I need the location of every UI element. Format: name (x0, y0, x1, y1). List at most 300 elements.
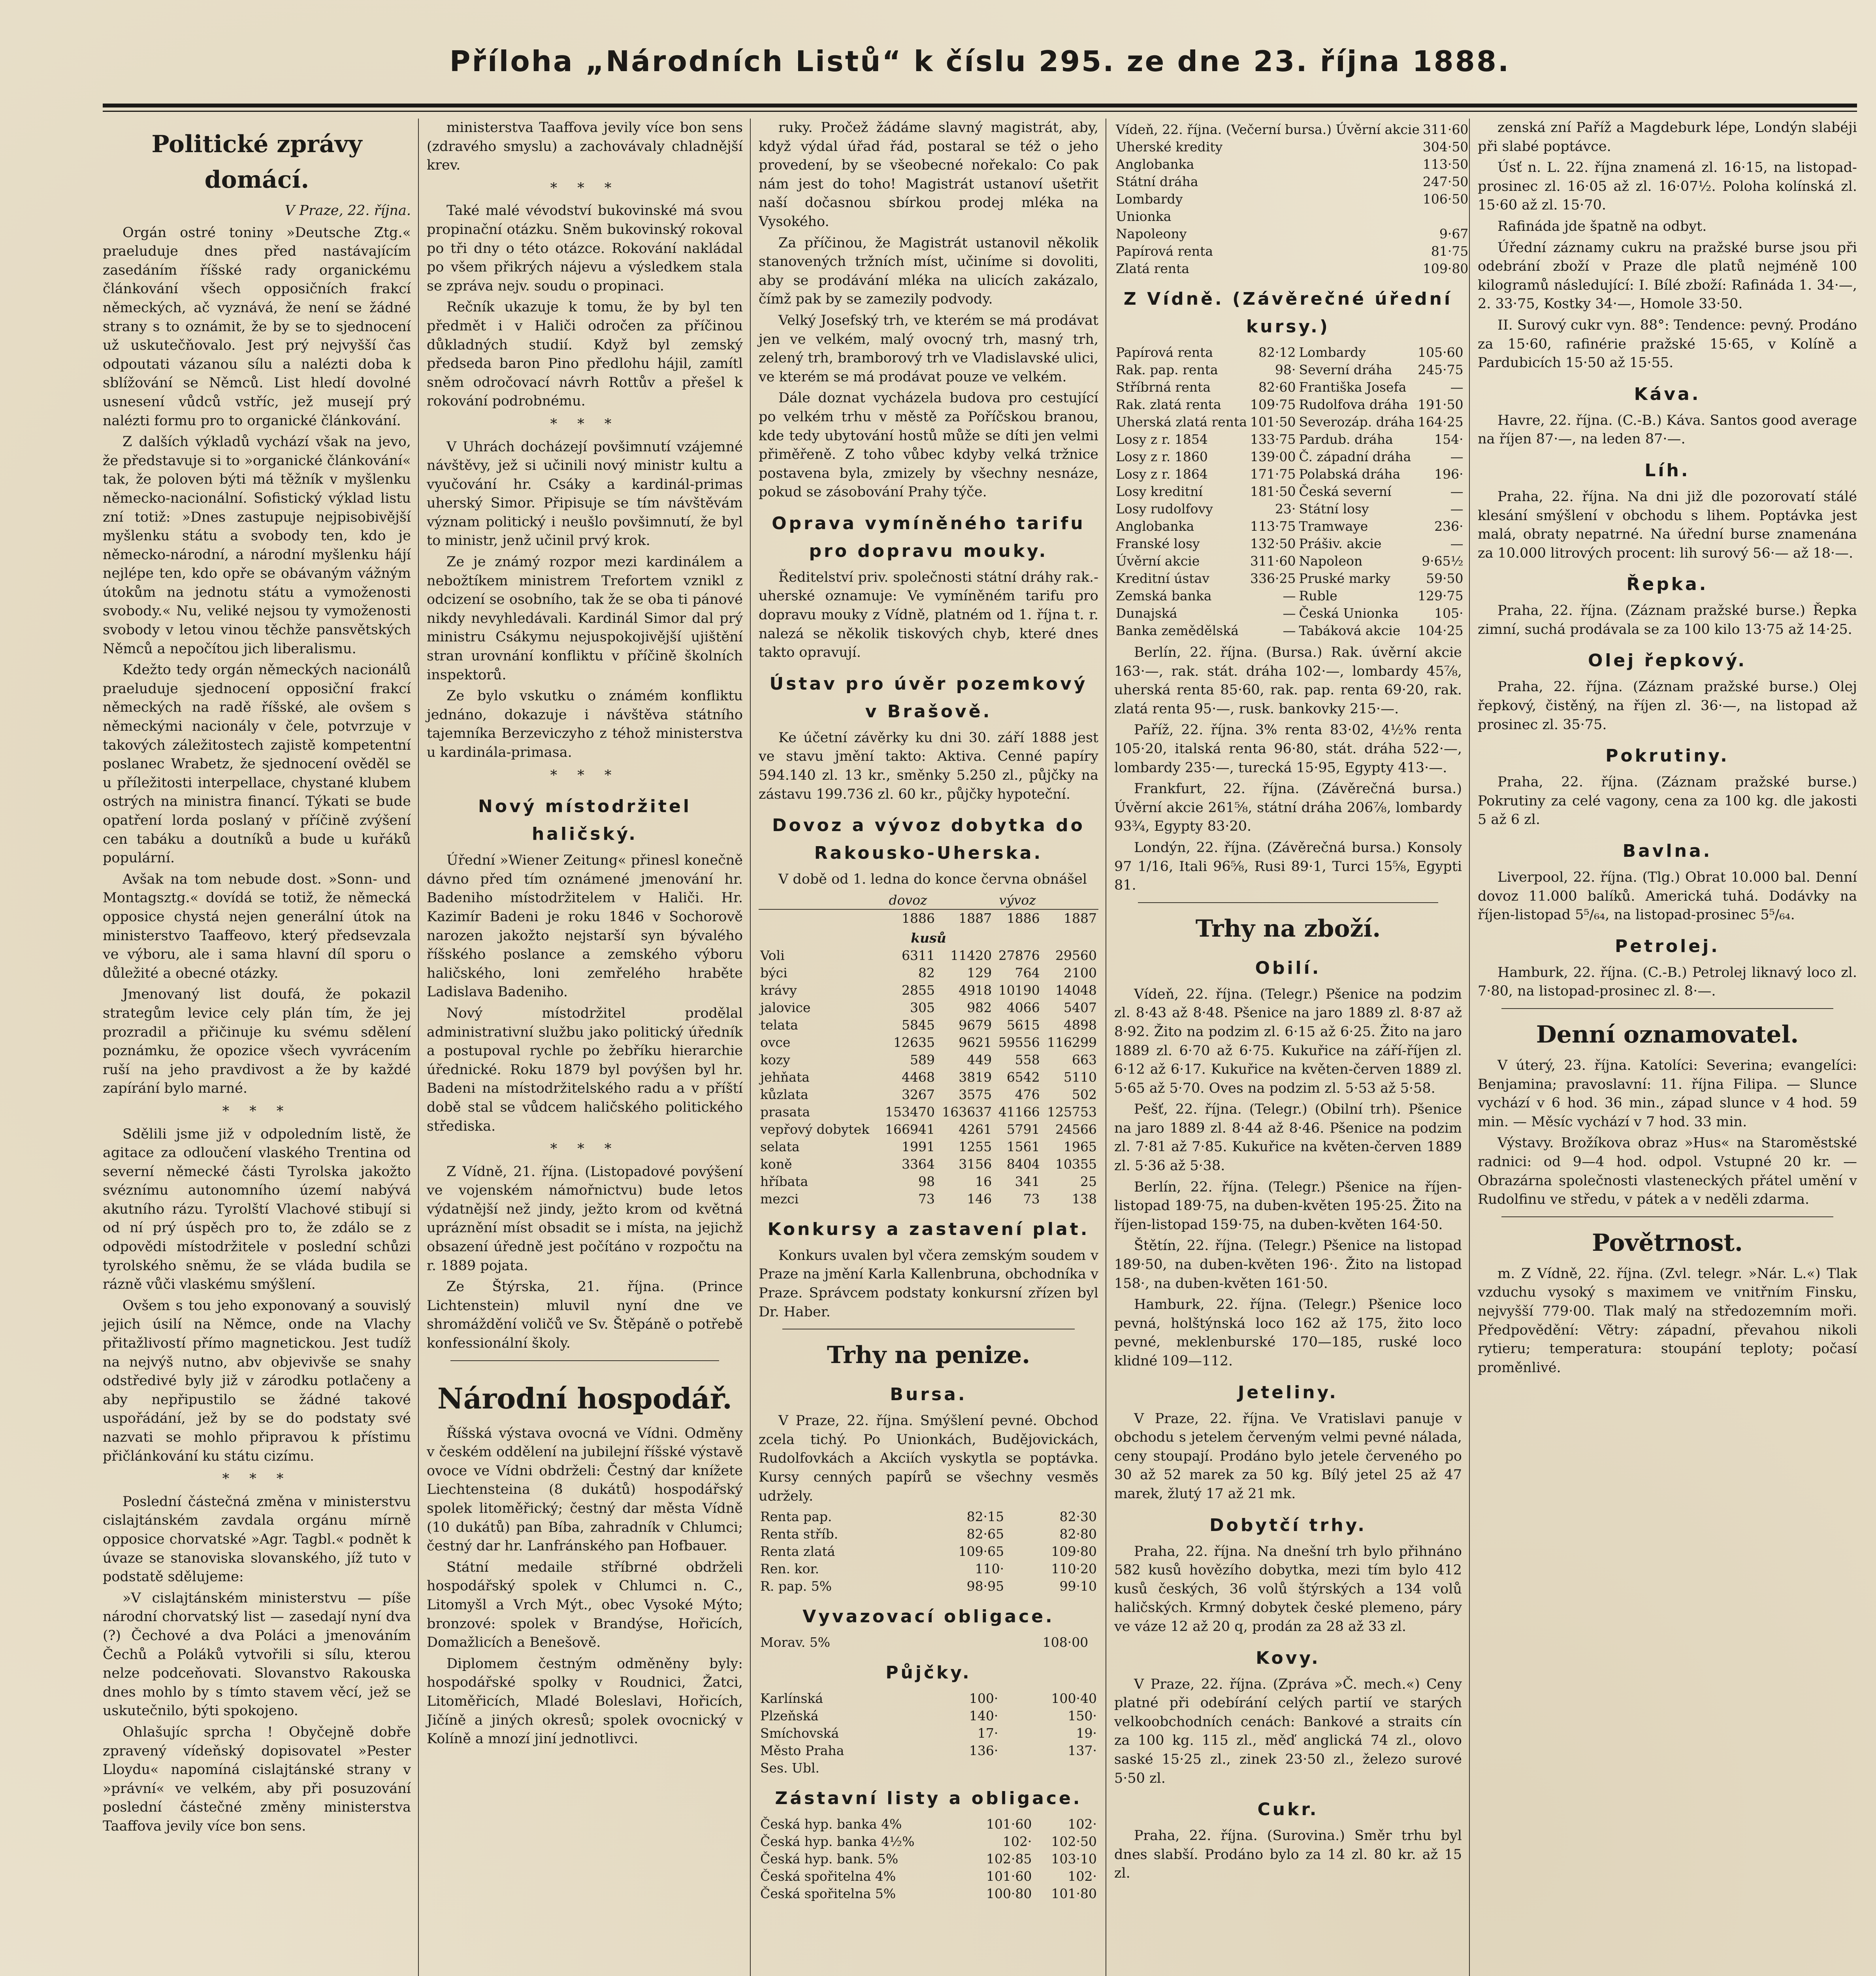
table-row (759, 1034, 1098, 1051)
table-cell: 196· (1434, 466, 1464, 482)
table-row (1114, 260, 1473, 277)
table-cell: Anglobanka (1116, 519, 1194, 534)
table-row (1114, 570, 1465, 587)
article-paragraph: Za příčinou, že Magistrát ustanovil několik stanovených tržních míst, učiníme si dovoliti, aby se prodávání mléka na ulicích zakázalo, čímž pak by se zamezily podvody. (759, 235, 1098, 307)
separator-stars: * * * (222, 1103, 292, 1119)
section-title-kava: Káva. (1634, 384, 1701, 404)
table-row (1114, 344, 1465, 361)
article-paragraph: Berlín, 22. října. (Bursa.) Rak. úvěrní akcie 163·—, rak. stát. dráha 102·—, lombardy 45⅞, uherská renta 85·60, rak. pap. renta 69·20, rak. zlatá renta 95·—, rusk. bankovky 215·—. (1114, 645, 1462, 717)
table-cell: 109·75 (1250, 397, 1296, 412)
table-dovoz-vyvoz (759, 892, 1098, 1208)
table-cell: 140· (969, 1708, 998, 1724)
table-cell: 10355 (1055, 1156, 1097, 1172)
table-cell: 764 (1015, 965, 1040, 980)
table-row (759, 1850, 1098, 1868)
table-cell: 1255 (959, 1139, 992, 1154)
table-cell: 181·50 (1250, 484, 1296, 499)
table-cell: koně (760, 1156, 792, 1172)
table-row (759, 1634, 1098, 1651)
table-cell: 129·75 (1418, 588, 1464, 603)
column-divider (750, 119, 751, 1976)
table-cell: Rudolfova dráha (1299, 397, 1408, 412)
table-cell: Státní dráha (1116, 174, 1198, 189)
table-row (759, 1086, 1098, 1103)
article-paragraph: Praha, 22. října. (Záznam pražské burse.) Olej řepkový, čistěný, na říjen zl. 36·—, na listopad až prosinec zl. 35·75. (1478, 679, 1857, 733)
table-cell: 100·40 (1051, 1691, 1097, 1706)
table-cell: 8404 (1006, 1156, 1040, 1172)
table-row (1114, 121, 1473, 138)
article-paragraph: Ovšem s tou jeho exponovaný a souvislý jejich úsilí na Němce, onde na Vlachy přitažlivostí přímo magnetickou. Jest tudíž na nejvýš nutno, abv objevivše se snahy odstředivé byly již v zárodku potlačeny a aby nepřipustilo se žádné takové uspořádání, jež by se do podstaty své nazvati se mohlo připravou k přístimu přičlánkování ku státu cizímu. (103, 1297, 411, 1464)
table-cell: Zemská banka (1116, 588, 1212, 603)
section-title-denni-oznamovatel: Denní oznamovatel. (1536, 1021, 1799, 1048)
table-cell: Losy rudolfovy (1116, 501, 1213, 517)
article-paragraph: Avšak na tom nebude dost. »Sonn- und Montagsztg.« dovídá se totiž, že německá opposice chystá nejen generální útok na ministerstvo Taaffeovo, který předsevzala ve výboru, ale i sama hlavní díl sporu o důležité a obecné otázky. (103, 871, 411, 981)
table-cell: Franské losy (1116, 536, 1200, 551)
table-row (1114, 466, 1465, 483)
article-paragraph: ruky. Pročež žádáme slavný magistrát, aby, když výdal úřad řád, postaral se též o jeho provedení, by se všeobecné nořekalo: Co pak nám jest do toho! Magistrát ustanoví ušetřit naší dočasnou sbírkou prodej mléka na Vysokého. (759, 120, 1098, 230)
table-cell: Papírová renta (1116, 345, 1213, 360)
table-cell: Ruble (1299, 588, 1337, 603)
table-cell: 3267 (902, 1086, 935, 1102)
table-cell: — (1450, 484, 1464, 499)
table-cell: 163637 (942, 1104, 992, 1120)
table-cell: 9679 (959, 1017, 992, 1033)
article-paragraph: Pešť, 22. října. (Telegr.) (Obilní trh). Pšenice na jaro 1889 zl. 8·44 až 8·46. Pšenice na podzim zl. 7·81 až 7·85. Kukuřice na květen-červen 1889 zl. 5·36 až 5·38. (1114, 1101, 1462, 1174)
section-title-pujcky: Půjčky. (885, 1663, 972, 1683)
table-cell: Anglobanka (1116, 156, 1194, 172)
table-row (759, 1173, 1098, 1190)
article-paragraph: Výstavy. Brožíkova obraz »Hus« na Staroměstské radnici: od 9—4 hod. odpol. Vstupné 20 kr. — Obrazárna společnosti vlasteneckých přátel umění v Rudolfinu ve středu, v pátek a v neděli zdarma. (1478, 1135, 1857, 1208)
article-paragraph: Frankfurt, 22. října. (Závěrečná bursa.) Úvěrní akcie 261⅝, státní dráha 206⅞, lombardy 93¾, Egypty 83·20. (1114, 781, 1462, 835)
table-cell: krávy (760, 982, 797, 998)
table-cell: 6542 (1006, 1069, 1040, 1085)
table-cell: 589 (910, 1052, 935, 1067)
table-cell: 136· (969, 1743, 998, 1759)
table-cell: Voli (760, 947, 785, 963)
table-cell: Uherské kredity (1116, 139, 1223, 155)
table-cell: 982 (967, 999, 992, 1015)
table-row (759, 1690, 1098, 1707)
table-cell: Renta zlatá (760, 1544, 835, 1559)
table-cell: — (1450, 501, 1464, 517)
table-header-cell (936, 892, 993, 909)
table-row (1114, 483, 1465, 500)
table-cell: Česká spořitelna 4% (760, 1869, 896, 1884)
table-cell: 9621 (959, 1034, 992, 1050)
table-cell: 129 (967, 965, 992, 980)
table-cell: ovce (760, 1034, 791, 1050)
table-cell: 4468 (902, 1069, 935, 1085)
column-divider (1469, 119, 1470, 1976)
table-cell: 105· (1434, 605, 1464, 621)
table-cell: 113·75 (1250, 519, 1296, 534)
table-row (1114, 243, 1473, 260)
table-row (759, 1525, 1098, 1543)
section-title-zaverecne-kursy: Z Vídně. (Závěrečné úřední kursy.) (1123, 289, 1453, 337)
table-cell: 101·50 (1250, 414, 1296, 430)
table-cell: Ren. kor. (760, 1561, 819, 1577)
table-cell: 6311 (902, 947, 935, 963)
table-header-cell (759, 892, 880, 909)
table-cell: 14048 (1055, 982, 1097, 998)
table-cell: 5845 (902, 1017, 935, 1033)
table-cell: 99·10 (1059, 1578, 1097, 1594)
table-row (1114, 431, 1465, 448)
article-paragraph: Úřední »Wiener Zeitung« přinesl konečně dávno před tím oznámené jmenování hr. Badeniho místodržitelem v Haliči. Hr. Kazimír Badeni je roku 1846 v Sochorově narozen jakožto nejstarší syn bývalého říšského poslance a zemského výboru haličského, loni zemřelého hraběte Ladislava Badeniho. (427, 852, 743, 1000)
table-cell: 125753 (1047, 1104, 1097, 1120)
article-paragraph: Kdežto tedy orgán německých nacionálů praeluduje sjednocení opposiční frakcí německých na radě říšské, ale ovšem s německými nacionály v čele, potvrzuje v takových záležitostech zajistě kompetentní poslanec Wrabetz, že sjednocení ověděl se u příležitosti interpellace, chystané klubem ostrých na ministra financí. Týkati se bude opatření lorda poslaný v příčině zvýšení cen tabáku a doutníků a bude u kuřáků populární. (103, 662, 411, 866)
section-title-bavlna: Bavlna. (1622, 841, 1712, 862)
table-cell: Pruské marky (1299, 571, 1391, 586)
table-cell: 101·60 (986, 1816, 1032, 1832)
article-paragraph: Paříž, 22. října. 3% renta 83·02, 4½% renta 105·20, italská renta 96·80, stát. dráha 522·—, lombardy 235·—, turecká 15·95, Egypty 413·—. (1114, 722, 1462, 776)
table-cell: hříbata (760, 1173, 808, 1189)
table-cell: Tramwaye (1299, 519, 1368, 534)
article-paragraph: »V cislajtánském ministerstvu — píše národní chorvatský list — zasedají nyní dva (?) Čechové a dva Poláci a jmenováním Čechů a Poláků vytvořili si sílu, kterou nelze podceňovati. Slovanstvo Rakouska dnes mohlo by s tímto stavem věcí, jež se uskutečnilo, býti spokojeno. (103, 1590, 411, 1719)
table-cell: 138 (1072, 1191, 1097, 1207)
article-paragraph: V Praze, 22. října. Ve Vratislavi panuje v obchodu s jetelem červeným velmi pevné nálada, ceny stoupají. Prodáno bylo jetele červeného po 30 až 52 marek za 50 kg. Bílý jetel 25 až 47 marek, žlutý 17 až 21 mk. (1114, 1410, 1462, 1502)
table-cell: Česká Unionka (1299, 605, 1399, 621)
table-row (759, 1868, 1098, 1885)
table-cell: 82·60 (1258, 379, 1296, 395)
table-cell: 247·50 (1422, 174, 1469, 189)
table-cell: mezci (760, 1191, 799, 1207)
section-title-narodni-hospodar: Národní hospodář. (437, 1381, 733, 1415)
table-header-cell (759, 909, 880, 927)
table-cell: Losy z r. 1860 (1116, 449, 1208, 464)
article-paragraph: Praha, 22. října. (Záznam pražské burse.) Řepka zimní, suchá prodávala se za 100 kilo 13·75 až 14·25. (1478, 603, 1857, 637)
table-cell: 102· (1068, 1816, 1097, 1832)
table-cell: 663 (1072, 1052, 1097, 1067)
column-5 (1478, 119, 1857, 1976)
table-cell: 106·50 (1422, 191, 1469, 207)
table-cell: selata (760, 1139, 800, 1154)
section-title-trhy-na-zbozi: Trhy na zboží. (1195, 914, 1381, 943)
table-cell: 2855 (902, 982, 935, 998)
table-header-cell: 1886 (902, 910, 935, 926)
article-paragraph: Berlín, 22. října. (Telegr.) Pšenice na říjen-listopad 189·75, na duben-květen 195·25. Žito na říjen-listopad 159·75, na duben-květen 164·50. (1114, 1179, 1462, 1233)
table-row (759, 1051, 1098, 1069)
table-cell: 105·60 (1418, 345, 1464, 360)
column-divider (418, 119, 419, 1976)
separator-stars: * * * (550, 416, 620, 432)
table-cell (1000, 1759, 1098, 1777)
table-zaverecne-kursy (1114, 344, 1465, 639)
table-cell: Město Praha (760, 1743, 844, 1759)
table-pujcky (759, 1690, 1098, 1777)
table-cell: — (1450, 379, 1464, 395)
table-cell: Česká severní (1299, 484, 1392, 499)
table-row (1114, 535, 1465, 552)
table-cell: 16 (975, 1173, 992, 1189)
table-cell: Unionka (1116, 209, 1172, 224)
masthead (103, 16, 1857, 107)
table-cell: 1965 (1064, 1139, 1097, 1154)
table-cell: 558 (1015, 1052, 1040, 1067)
table-row (1114, 361, 1465, 379)
table-row (1114, 379, 1465, 396)
table-cell (935, 1759, 1000, 1777)
table-cell: 113·50 (1422, 156, 1469, 172)
section-title-mistodrzitel: Nový místodržitel haličský. (478, 796, 691, 845)
table-cell: Kreditní ústav (1116, 571, 1209, 586)
article-paragraph: Havre, 22. října. (C.-B.) Káva. Santos good average na říjen 87·—, na leden 87·—. (1478, 412, 1857, 447)
table-row (1114, 605, 1465, 622)
article-paragraph: V Uhrách docházejí povšimnutí vzájemné návštěvy, jež si učinili nový ministr kultu a vyučování hr. Csáky a kardinál-primas uherský Simor. Připisuje se tím návštěvám význam politický i neušlo povšimnutí, že byl to ministr, jenž učinil prvý krok. (427, 439, 743, 549)
table-cell: 3819 (959, 1069, 992, 1085)
table-row (759, 1156, 1098, 1173)
table-cell: 2100 (1064, 965, 1097, 980)
table-cell: 4261 (959, 1121, 992, 1137)
table-cell: Česká hyp. banka 4½% (760, 1834, 915, 1850)
section-title-cukr: Cukr. (1257, 1799, 1319, 1820)
table-body (759, 947, 1098, 1208)
article-paragraph: Dále doznat vycházela budova pro cestující po velkém trhu v městě za Poříčskou branou, kde tedy ubytování hostů může se díti jen velmi přiměřeně. Z toho vůbec kdyby velká tržnice postavena byla, zmizely by všechny nesnáze, pokud se zásobování Prahy týče. (759, 390, 1098, 500)
section-title-zastavni: Zástavní listy a obligace. (775, 1788, 1082, 1809)
table-row (759, 999, 1098, 1016)
table-cell: 104·25 (1418, 623, 1464, 638)
table-cell (1421, 208, 1470, 225)
masthead-rule-thin (103, 111, 1857, 112)
section-rule (1501, 1216, 1833, 1217)
table-cell: 81·75 (1431, 243, 1469, 259)
table-cell: vepřový dobytek (760, 1121, 870, 1137)
table-cell: Losy kreditní (1116, 484, 1203, 499)
article-paragraph: Státní medaile stříbrné obdrželi hospodářský spolek v Chlumci n. C., Litomyšl a Vrch Mýt., obec Vysoké Mýto; bronzové: spolek v Brandýse, Hořicích, Domažlicích a Benešově. (427, 1559, 743, 1651)
table-cell: 100·80 (986, 1886, 1032, 1902)
section-title-obligace: Vyvazovací obligace. (802, 1606, 1055, 1627)
table-cell: Česká hyp. banka 4% (760, 1816, 902, 1832)
table-header-cell: vývoz (993, 892, 1042, 909)
table-cell: 27876 (998, 947, 1040, 963)
table-cell: 109·80 (1422, 261, 1469, 276)
article-paragraph: Hamburk, 22. října. (Telegr.) Pšenice loco pevná, holštýnská loco 162 až 175, žito loco pevné, meklenburské 170—185, ruské loco klidné 109—112. (1114, 1297, 1462, 1369)
table-cell: 11420 (950, 947, 992, 963)
article-paragraph: Hamburk, 22. října. (C.-B.) Petrolej liknavý loco zl. 7·80, na listopad-prosinec zl. 8·—. (1478, 964, 1857, 999)
section-title-petrolej: Petrolej. (1615, 936, 1720, 956)
table-row (1114, 500, 1465, 518)
table-cell: 82·15 (966, 1509, 1004, 1525)
article-paragraph: V Praze, 22. října. (Zpráva »Č. mech.«) Ceny platné při odebírání celých partií ve starých velkoobchodních cenách: Bankové a straits cín za 100 kg. 115 zl., měď anglická 74 zl., olovo saské 15·25 zl., zinek 23·50 zl., železo surové 5·50 zl. (1114, 1676, 1462, 1786)
table-cell: 166941 (885, 1121, 935, 1137)
table-cell: 73 (1023, 1191, 1040, 1207)
table-cell: Č. západní dráha (1299, 449, 1411, 464)
article-paragraph: Vídeň, 22. října. (Telegr.) Pšenice na podzim zl. 8·43 až 8·48. Pšenice na jaro 1889 zl. 8·87 až 8·92. Žito na podzim zl. 6·15 až 6·25. Žito na jaro 1889 zl. 6·70 až 6·75. Kukuřice na září-říjen zl. 6·12 až 6·17. Kukuřice na květen-červen 1889 zl. 5·65 až 5·70. Oves na podzim zl. 5·53 až 5·58. (1114, 986, 1462, 1096)
table-row (1114, 448, 1465, 466)
table-row (759, 1103, 1098, 1121)
section-rule (450, 1360, 719, 1361)
table-row (759, 1508, 1098, 1525)
table-row (759, 1543, 1098, 1560)
table-cell: 4898 (1064, 1017, 1097, 1033)
table-cell: Úvěrní akcie (1116, 553, 1200, 569)
table-row (1114, 190, 1473, 208)
table-cell: 304·50 (1422, 139, 1469, 155)
table-cell: 41166 (998, 1104, 1040, 1120)
table-cell: 4066 (1006, 999, 1040, 1015)
table-cell (1470, 208, 1473, 225)
table-row (759, 1833, 1098, 1850)
table-cell: Stříbrná renta (1116, 379, 1211, 395)
article-paragraph: Z Vídně, 21. října. (Listopadové povýšení ve vojenském námořnictvu) bude letos výdatnější než jindy, ježto krom od květná upráznění míst obsadit se i místa, na jejichž obsazení úředně jest počítáno v rozpočtu na r. 1889 pojata. (427, 1163, 743, 1274)
article-paragraph: m. Z Vídně, 22. října. (Zvl. telegr. »Nár. L.«) Tlak vzduchu vysoký s maximem ve vnitřním Finsku, nejvyšší 779·00. Tlak malý na středozemním moři. Předpovědění: Větry: západní, převahou nikoli rytieru; temperatura: stoupání teploty; počasí proměnlivé. (1478, 1265, 1857, 1376)
table-cell: 110· (975, 1561, 1004, 1577)
article-paragraph: ministerstva Taaffova jevily více bon sens (zdravého smyslu) a zachovávaly chladnější krev. (427, 120, 743, 173)
table-unit: kusů (911, 930, 946, 946)
article-paragraph: Jmenovaný list doufá, že pokazil strategům levice cely plán tím, že jej prozradil a přičinuje ku svému sdělení poznámku, že opozice všech vyvrácením ruší na jeho pravdivost a že by každé zapírání bylo marné. (103, 986, 411, 1097)
section-title-dobytci-trhy: Dobytčí trhy. (1209, 1515, 1367, 1535)
table-cell (1470, 243, 1473, 260)
table-cell (1470, 190, 1473, 208)
table-cell: 132·50 (1250, 536, 1296, 551)
article-paragraph: V době od 1. ledna do konce června obnášel (778, 871, 1087, 888)
article-paragraph: Ze je známý rozpor mezi kardinálem a nebožtíkem ministrem Trefortem vznikl z odcizení se osobního, tak že se oba ti pánové nikdy nevyhledávali. Kardinál Simor dal prý ministru Csákymu nejuspokojivější ujištění stran urovnání konfliktu v příčině školních inspektorů. (427, 554, 743, 683)
table-cell: 73 (918, 1191, 935, 1207)
table-cell: telata (760, 1017, 798, 1033)
article-paragraph: Říšská výstava ovocná ve Vídni. Odměny v českém oddělení na jubilejní říšské výstavě ovoce ve Vídni obdrželi: Čestný dar knížete Liechtensteina (8 dukátů) hospodářský spolek litoměřický; čestný dar města Vídně (10 dukátů) pan Bíba, zahradník v Chlumci; čestný dar hr. Lanfránského pan Hofbauer. (427, 1425, 743, 1554)
table-cell: 82·80 (1059, 1526, 1097, 1542)
table-cell: Napoleony (1116, 226, 1187, 241)
table-cell: 110·20 (1051, 1561, 1097, 1577)
separator-stars: * * * (550, 767, 620, 783)
table-cell: 29560 (1055, 947, 1097, 963)
table-cell: 502 (1072, 1086, 1097, 1102)
table-row (759, 1190, 1098, 1208)
table-cell: prasata (760, 1104, 810, 1120)
section-title-jeteliny: Jeteliny. (1238, 1382, 1338, 1403)
article-paragraph: zenská zní Paříž a Magdeburk lépe, Londýn slabéji při slabé poptávce. (1478, 120, 1857, 155)
table-row (759, 1069, 1098, 1086)
table-cell: 101·60 (986, 1869, 1032, 1884)
table-cell: — (1450, 449, 1464, 464)
article-paragraph: Také malé vévodství bukovinské má svou propinační otázku. Sněm bukovinský rokoval po tři dny o této otázce. Rokování nakládal po všem přikrých nájevu a výsledkem stala se zpráva nejv. soudu o propinaci. (427, 203, 743, 294)
table-cell: 82·65 (966, 1526, 1004, 1542)
article-paragraph: Úřední záznamy cukru na pražské burse jsou při odebrání zboží v Praze dle platů nejméně 100 kilogramů následující: I. Bílé zboží: Rafináda 1. 34·—, 2. 33·75, Kostky 34·—, Homole 33·50. (1478, 239, 1857, 312)
table-cell: — (1283, 605, 1296, 621)
section-title-tarif: Oprava vymíněného tarifu pro dopravu mouky. (772, 513, 1085, 561)
table-cell: 102·85 (986, 1851, 1032, 1867)
table-header-cell (1042, 892, 1098, 909)
table-cell: 1991 (902, 1139, 935, 1154)
table-row (759, 1121, 1098, 1138)
table-cell (1090, 1634, 1098, 1651)
table-cell: Zlatá renta (1116, 261, 1190, 276)
table-row (1114, 138, 1473, 156)
table-row (759, 1560, 1098, 1578)
table-cell: Dunajská (1116, 605, 1177, 621)
table-cell: Severní dráha (1299, 362, 1392, 377)
table-cell: 5407 (1064, 999, 1097, 1015)
table-cell: Losy z r. 1854 (1116, 432, 1208, 447)
table-cell: 82·12 (1258, 345, 1296, 360)
table-row (1114, 156, 1473, 173)
table-row (1114, 208, 1473, 225)
table-cell: Státní losy (1299, 501, 1369, 517)
table-cell: 98 (918, 1173, 935, 1189)
table-cell: býci (760, 965, 787, 980)
table-cell: Lombardy (1299, 345, 1366, 360)
table-cell: Polabská dráha (1299, 466, 1401, 482)
table-cell: Tabáková akcie (1299, 623, 1401, 638)
section-title-obili: Obilí. (1255, 958, 1321, 978)
table-cell: 23· (1275, 501, 1296, 517)
table-cell: Lombardy (1116, 191, 1183, 207)
table-cell (1470, 156, 1473, 173)
masthead-title: Příloha „Národních Listů“ k číslu 295. ze dne 23. října 1888. (449, 45, 1511, 78)
table-cell: 102·50 (1051, 1834, 1097, 1850)
table-cell: 100· (969, 1691, 998, 1706)
table-cell: 305 (910, 999, 935, 1015)
table-header-cell: dovoz (880, 892, 936, 909)
table-cell: jehňata (760, 1069, 810, 1085)
table-cell: 311·60 (1250, 553, 1296, 569)
table-cell: 59556 (998, 1034, 1040, 1050)
table-cell: Morav. 5% (760, 1635, 831, 1650)
table-cell: Pardub. dráha (1299, 432, 1393, 447)
dateline: V Praze, 22. října. (284, 203, 411, 219)
table-cell: kůzlata (760, 1086, 808, 1102)
article-paragraph: Velký Josefský trh, ve kterém se má prodávat jen ve velkém, malý ovocný trh, masný trh, zelený trh, bramborový trh ve Vladislavské ulici, ve kterém se má prodávat pouze ve velkém. (759, 312, 1098, 385)
table-cell: 101·80 (1051, 1886, 1097, 1902)
table-cell: 153470 (885, 1104, 935, 1120)
table-cell: — (1283, 623, 1296, 638)
table-row (1114, 225, 1473, 243)
article-paragraph: Štětín, 22. října. (Telegr.) Pšenice na listopad 189·50, na duben-květen 196·. Žito na listopad 158·, na duben-květen 161·50. (1114, 1238, 1462, 1292)
table-cell (1470, 138, 1473, 156)
table-cell: 5110 (1064, 1069, 1097, 1085)
article-paragraph: Konkurs uvalen byl včera zemským soudem v Praze na jmění Karla Kallenbruna, obchodníka v Praze. Správcem podstaty konkursní zřízen byl Dr. Haber. (759, 1247, 1098, 1320)
article-paragraph: Ze Štýrska, 21. října. (Prince Lichtenstein) mluvil nyní dne ve shromáždění voličů ve Sv. Štěpáně o potřebě konfessionální školy. (427, 1279, 743, 1352)
table-cell: 19· (1076, 1725, 1097, 1741)
table-cell: 98· (1275, 362, 1296, 377)
article-paragraph: Sdělili jsme již v odpoledním listě, že agitace za odloučení vlaského Trentina od severní německé části Tyrolska jakožto svéznímu autonomního území nabývá akutního rázu. Tyrolští Vlachové stibují si od ní prý úspěch pro to, že zdálo se z odpovědi místodržitele v poslední schůzi tyrolského sněmu, že se vláda budila se rázně vůči vlaskému smýšlení. (103, 1126, 411, 1293)
table-cell: 311·60 (1422, 122, 1469, 137)
table-cell: 17· (977, 1725, 998, 1741)
article-paragraph: Ohlašujíc sprcha ! Obyčejně dobře zpravený vídeňský dopisovatel »Pester Lloydu« napomíná cislajtánské strany v »právní« ve velkém, aby při posuzování poslední částečné změny ministerstva Taaffova jevily více bon sens. (103, 1724, 411, 1834)
table-cell: 102· (1002, 1834, 1032, 1850)
section-title-povetrnost: Povětrnost. (1592, 1229, 1743, 1257)
table-row (759, 1759, 1098, 1777)
article-paragraph: Londýn, 22. října. (Závěrečná bursa.) Konsoly 97 1/16, Itali 96⅝, Rusi 89·1, Turci 15⅝, Egypti 81. (1114, 839, 1462, 894)
article-paragraph: Rafináda jde špatně na odbyt. (1497, 218, 1707, 234)
table-cell (1470, 173, 1473, 190)
table-cell: 3364 (902, 1156, 935, 1172)
table-row (759, 1138, 1098, 1156)
table-cell: Severozáp. dráha (1299, 414, 1415, 430)
table-cell: Napoleon (1299, 553, 1363, 569)
article-paragraph: Praha, 22. října. Na dni již dle pozorovatí stálé klesání smýšlení v obchodu s lihem. Poptávka jest malá, obraty nepatrné. Na úřední burse znamenána za 10.000 litrových procent: lih surový 56·— až 18·—. (1478, 488, 1857, 561)
section-rule (1138, 902, 1438, 903)
table-cell: 4918 (959, 982, 992, 998)
separator-stars: * * * (550, 180, 620, 196)
article-paragraph: Nový místodržitel prodělal administrativní službu jako politický úředník a postupoval rychle po žebříku hierarchie úřednické. Roku 1879 byl povýšen byl hr. Badeni na místodržitelského radu a v příští době stal se vůdcem haličského politického střediska. (427, 1005, 743, 1134)
article-paragraph: II. Surový cukr vyn. 88°: Tendence: pevný. Prodáno za 15·60, rafinérie pražské 15·65, v Kolíně a Pardubicích 15·50 až 15·55. (1478, 317, 1857, 371)
table-cell (1470, 225, 1473, 243)
table-row (759, 1707, 1098, 1725)
article-paragraph: Z dalších výkladů vychází však na jevo, že představuje si to »organické článkování« tak, že poloven býti má těžník v myšlenku německo-nacionální. Sofistický výklad listu zní totiž: »Dnes zastupuje nejpisobivější myšlenku státu a svobody ten, kdo je německo-národní, a národní myšlenku hájí nejlépe ten, kdo opře se obávaným vážným útokům na jednotu státu a vymoženosti svobody.« Nu, veliké nejsou ty vymoženosti svobody v letou vinou těchže pansvětských Němců a nepočítou jich liberalismu. (103, 434, 411, 657)
table-cell: 82·30 (1059, 1509, 1097, 1525)
table-cell: 137· (1068, 1743, 1097, 1759)
column-1 (103, 119, 411, 1976)
column-2 (427, 119, 743, 1976)
table-cell: Česká hyp. bank. 5% (760, 1851, 898, 1867)
section-title-lih: Líh. (1644, 460, 1690, 481)
column-4 (1114, 119, 1469, 1976)
table-row (1114, 413, 1465, 431)
table-cell: 102· (1068, 1869, 1097, 1884)
section-title-politicke-zpravy: Politické zprávy domácí. (151, 130, 362, 194)
table-cell: 3575 (959, 1086, 992, 1102)
